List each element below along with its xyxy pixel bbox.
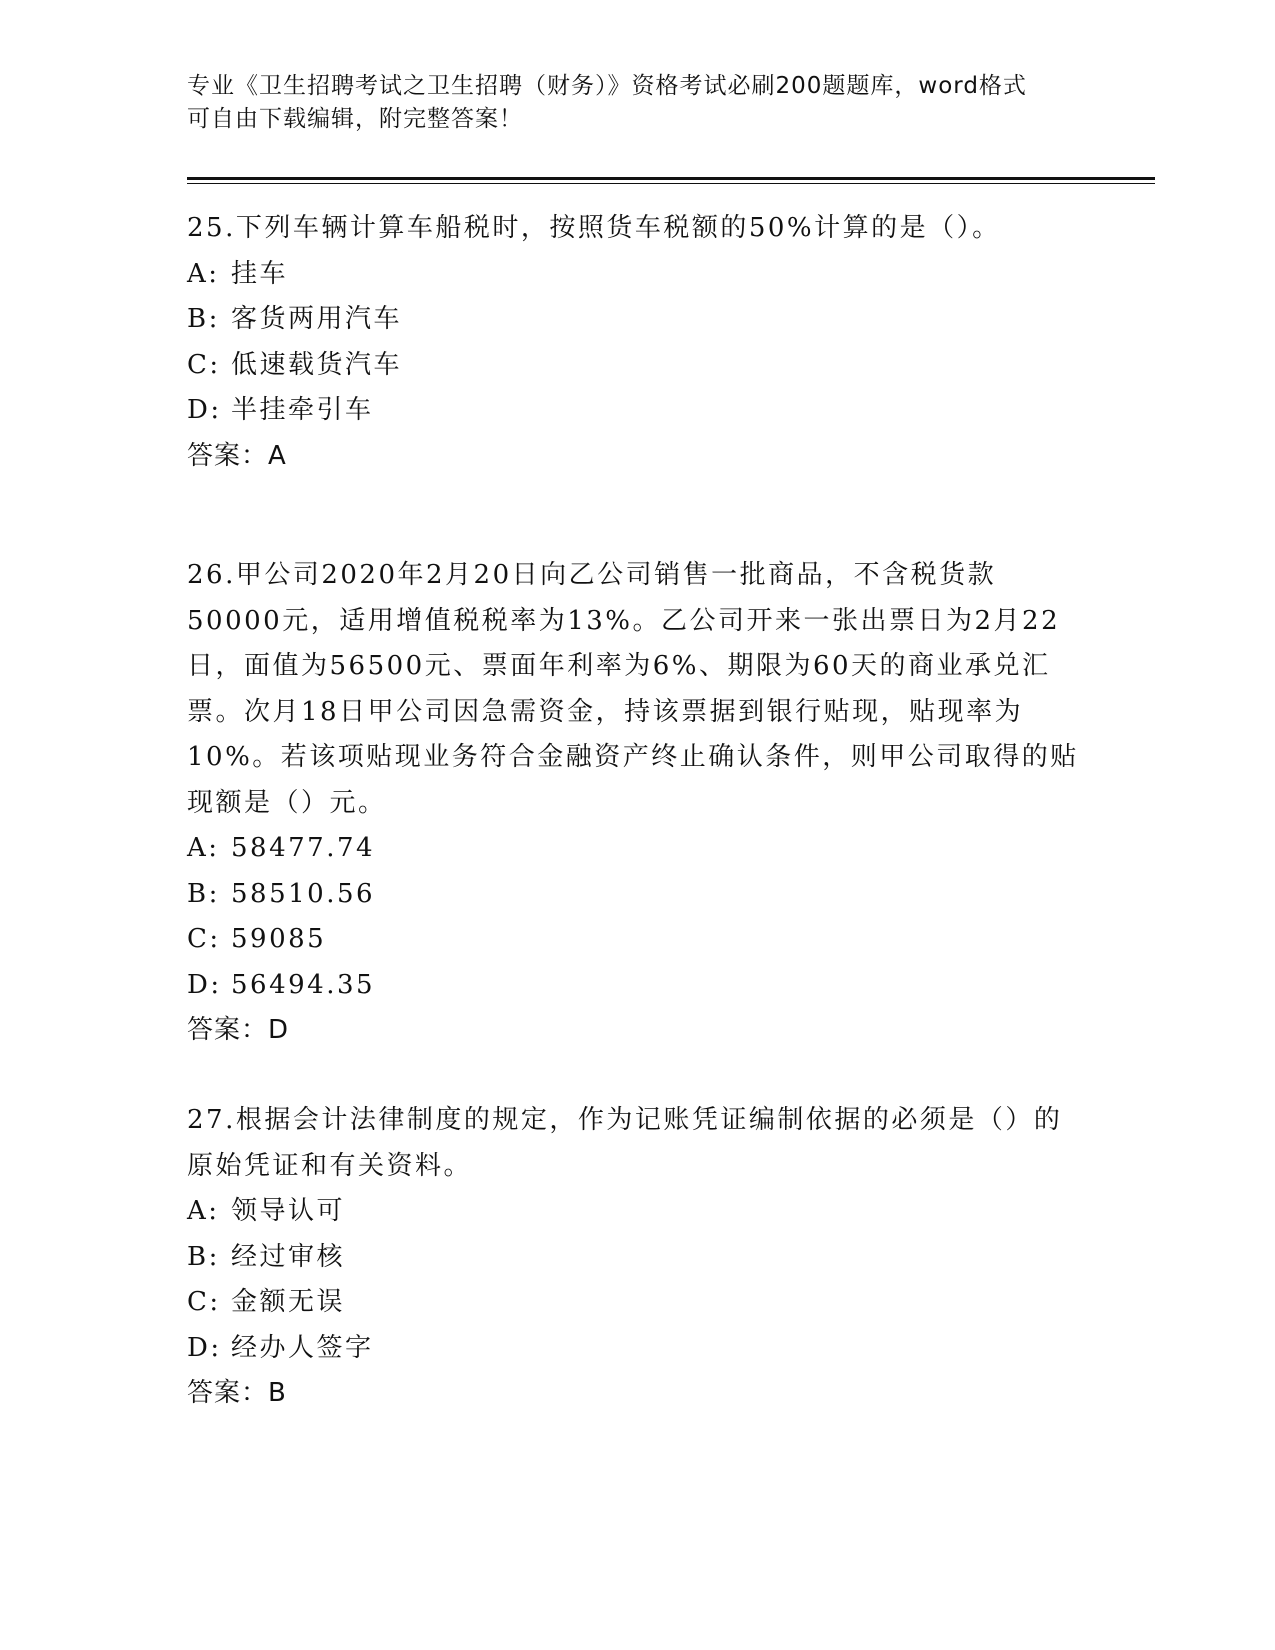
option-a bbox=[187, 252, 1087, 298]
option-a bbox=[187, 826, 1087, 872]
option-text: 挂车 bbox=[231, 258, 289, 289]
option-text: 58510.56 bbox=[231, 878, 376, 909]
question-25 bbox=[187, 206, 1087, 479]
option-text: 经办人签字 bbox=[231, 1332, 374, 1363]
header-line-2: 可自由下载编辑，附完整答案！ bbox=[187, 106, 523, 132]
question-26 bbox=[187, 553, 1087, 1054]
option-label: D: bbox=[187, 395, 222, 425]
header-divider-thin bbox=[187, 183, 1155, 184]
option-label: D: bbox=[187, 969, 222, 1000]
option-label: B: bbox=[187, 1241, 220, 1272]
question-27 bbox=[187, 1098, 1087, 1417]
question-stem: 26.甲公司2020年2月20日向乙公司销售一批商品，不含税货款50000元，适用增值税税率为13%。乙公司开来一张出票日为2月22日，面值为56500元、票面年利率为6%、期限为60天的商业承兑汇票。次月18日甲公司因急需资金，持该票据到银行贴现，贴现率为10%。若该项贴现业务符合金融资产终止确认条件，则甲公司取得的贴现额是（）元。 bbox=[187, 560, 1079, 818]
option-label: D: bbox=[187, 1332, 222, 1363]
option-text: 金额无误 bbox=[231, 1287, 346, 1317]
option-text: 半挂牵引车 bbox=[231, 395, 374, 425]
option-label: C: bbox=[187, 349, 221, 380]
option-label: B: bbox=[187, 304, 220, 334]
option-text: 领导认可 bbox=[231, 1196, 346, 1226]
option-text: 58477.74 bbox=[231, 833, 376, 863]
option-text: 客货两用汽车 bbox=[231, 304, 403, 334]
option-label: A: bbox=[187, 258, 220, 289]
option-b bbox=[187, 872, 1087, 918]
option-a bbox=[187, 1189, 1087, 1235]
answer-line: 答案：B bbox=[187, 1378, 287, 1408]
option-d bbox=[187, 388, 1087, 434]
option-c bbox=[187, 917, 1087, 963]
option-d bbox=[187, 1326, 1087, 1372]
option-text: 59085 bbox=[231, 924, 327, 954]
option-b bbox=[187, 1235, 1087, 1281]
option-label: B: bbox=[187, 878, 220, 909]
option-c bbox=[187, 343, 1087, 389]
option-d bbox=[187, 963, 1087, 1009]
option-label: A: bbox=[187, 1196, 220, 1226]
option-text: 56494.35 bbox=[231, 969, 376, 1000]
option-label: C: bbox=[187, 924, 221, 954]
question-stem: 27.根据会计法律制度的规定，作为记账凭证编制依据的必须是（）的原始凭证和有关资料。 bbox=[187, 1105, 1063, 1181]
header-line-1: 专业《卫生招聘考试之卫生招聘（财务）》资格考试必刷200题题库，word格式 bbox=[187, 73, 1027, 99]
option-b bbox=[187, 297, 1087, 343]
answer-line: 答案：D bbox=[187, 1015, 290, 1045]
option-text: 经过审核 bbox=[231, 1241, 346, 1272]
answer-line: 答案：A bbox=[187, 440, 287, 471]
option-label: C: bbox=[187, 1287, 221, 1317]
document-header bbox=[187, 70, 1087, 136]
header-divider-thick bbox=[187, 177, 1155, 180]
option-c bbox=[187, 1280, 1087, 1326]
question-stem: 25.下列车辆计算车船税时，按照货车税额的50%计算的是（）。 bbox=[187, 213, 1001, 243]
option-label: A: bbox=[187, 833, 220, 863]
option-text: 低速载货汽车 bbox=[231, 349, 403, 380]
